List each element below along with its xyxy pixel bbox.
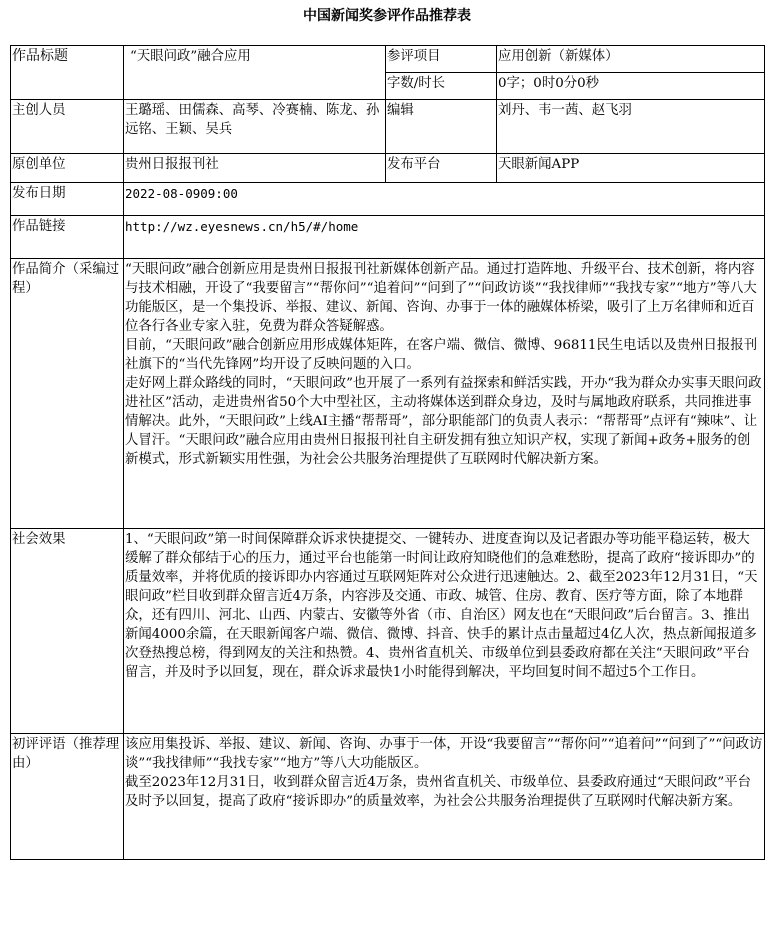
recommendation-form (10, 45, 765, 860)
unit-value: 贵州日报报刊社 (124, 154, 386, 183)
summary-content (124, 259, 765, 529)
category-value: 应用创新（新媒体） (497, 46, 765, 73)
date-value: 2022-08-0909:00 (124, 183, 765, 216)
editors-label: 编辑 (386, 100, 497, 154)
length-label: 字数/时长 (386, 73, 497, 100)
summary-paragraph: 走好网上群众路线的同时，“天眼问政”也开展了一系列有益探索和鲜活实践，开办“我为群众办实事天眼问政进社区”活动，走进贵州省50个大中型社区，主动将媒体送到群众身边，及时与属地政府联系，共同推进事情解决。此外，“天眼问政”上线AI主播“帮帮哥”，部分职能部门的负责人表示：“帮帮哥”点评有“辣味”、让人冒汗。“天眼问政”融合应用由贵州日报报刊社自主研发拥有独立知识产权，实现了新闻+政务+服务的创新模式，形式新颖实用性强，为社会公共服务治理提供了互联网时代解决新方案。 (125, 376, 762, 467)
platform-value: 天眼新闻APP (497, 154, 765, 183)
work-title-value: “天眼问政”融合应用 (124, 46, 386, 100)
length-value: 0字；0时0分0秒 (497, 73, 765, 100)
link-label: 作品链接 (11, 216, 124, 259)
effect-label: 社会效果 (11, 529, 124, 734)
summary-paragraph: “天眼问政”融合创新应用是贵州日报报刊社新媒体创新产品。通过打造阵地、升级平台、技术创新，将内容与技术相融，开设了“我要留言”“帮你问”“追着问”“问到了”“问政访谈”“我找律师”“我找专家”“地方”等八大功能版区，是一个集投诉、举报、建议、新闻、咨询、办事于一体的融媒体桥梁，吸引了上万名律师和近百位各行各业专家入驻，免费为群众答疑解惑。 (125, 262, 757, 334)
summary-paragraph: 目前，“天眼问政”融合创新应用形成媒体矩阵，在客户端、微信、微博、96811民生电话以及贵州日报报刊社旗下的“当代先锋网”均开设了反映问题的入口。 (125, 338, 758, 372)
review-paragraph: 截至2023年12月31日，收到群众留言近4万条，贵州省直机关、市级单位、县委政府通过“天眼问政”平台及时予以回复，提高了政府“接诉即办”的质量效率，为社会公共服务治理提供了互联网时代解决新方案。 (125, 775, 751, 809)
link-value[interactable]: http://wz.eyesnews.cn/h5/#/home (124, 216, 765, 259)
creators-value: 王璐瑶、田儒森、高琴、冷赛楠、陈龙、孙远铭、王颖、吴兵 (124, 100, 386, 154)
review-content (124, 734, 765, 860)
date-label: 发布日期 (11, 183, 124, 216)
platform-label: 发布平台 (386, 154, 497, 183)
review-label: 初评评语（推荐理由） (11, 734, 124, 860)
creators-label: 主创人员 (11, 100, 124, 154)
summary-label: 作品简介（采编过程） (11, 259, 124, 529)
work-title-label: 作品标题 (11, 46, 124, 100)
category-label: 参评项目 (386, 46, 497, 73)
unit-label: 原创单位 (11, 154, 124, 183)
editors-value: 刘丹、韦一茜、赵飞羽 (497, 100, 765, 154)
page-title: 中国新闻奖参评作品推荐表 (303, 8, 471, 24)
effect-value: 1、“天眼问政”第一时间保障群众诉求快捷提交、一键转办、进度查询以及记者跟办等功能平稳运转，极大缓解了群众郁结于心的压力，通过平台也能第一时间让政府知晓他们的急难愁盼，提高了政府“接诉即办”的质量效率，并将优质的接诉即办内容通过互联网矩阵对公众进行迅速触达。2、截至2023年12月31日，“天眼问政”栏目收到群众留言近4万条，内容涉及交通、市政、城管、住房、教育、医疗等方面，除了本地群众，还有四川、河北、山西、内蒙古、安徽等外省（市、自治区）网友也在“天眼问政”后台留言。3、推出新闻4000余篇，在天眼新闻客户端、微信、微博、抖音、快手的累计点击量超过4亿人次，热点新闻报道多次登热搜总榜，得到网友的关注和热赞。4、贵州省直机关、市级单位到县委政府都在关注“天眼问政”平台留言，并及时予以回复，现在，群众诉求最快1小时能得到解决，平均回复时间不超过5个工作日。 (124, 529, 765, 734)
review-paragraph: 该应用集投诉、举报、建议、新闻、咨询、办事于一体，开设“我要留言”“帮你问”“追着问”“问到了”“问政访谈”“我找律师”“我找专家”“地方”等八大功能版区。 (125, 737, 763, 771)
